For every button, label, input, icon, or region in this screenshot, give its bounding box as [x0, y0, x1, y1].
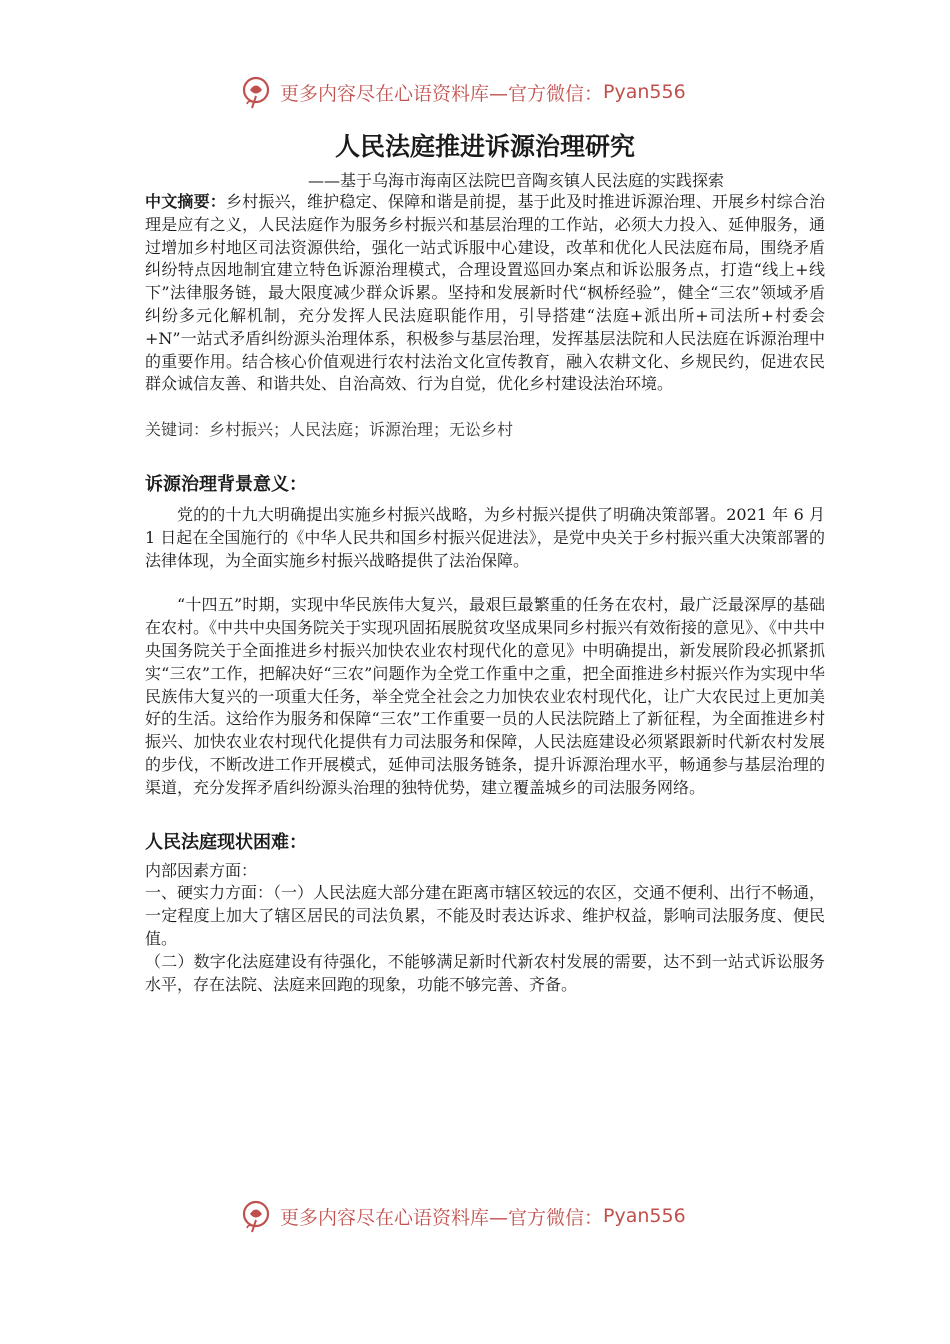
document-subtitle: ——基于乌海市海南区法院巴音陶亥镇人民法庭的实践探索	[308, 171, 725, 190]
watermark-banner-top	[238, 72, 758, 112]
watermark-text: 更多内容尽在心语资料库—官方微信：	[280, 82, 604, 105]
abstract-label: 中文摘要：	[145, 192, 226, 211]
section-title-status: 人民法庭现状困难：	[145, 831, 307, 853]
watermark-text: 更多内容尽在心语资料库—官方微信：	[280, 1206, 604, 1229]
section2-paragraph-1: 一、硬实力方面：（一）人民法庭大部分建在距离市辖区较远的农区，交通不便利、出行不畅通，一定程度上加大了辖区居民的司法负累，不能及时表达诉求、维护权益，影响司法服务度、便民值。	[145, 883, 826, 948]
section-title-background: 诉源治理背景意义：	[145, 473, 307, 495]
watermark-handle: Pyan556	[603, 1205, 686, 1227]
section2-paragraph-2: （二）数字化法庭建设有待强化，不能够满足新时代新农村发展的需要，达不到一站式诉讼服务水平，存在法院、法庭来回跑的现象，功能不够完善、齐备。	[145, 951, 825, 994]
abstract-paragraph	[145, 191, 825, 396]
watermark-banner-bottom	[238, 1196, 758, 1236]
abstract-text: 乡村振兴，维护稳定、保障和谐是前提，基于此及时推进诉源治理、开展乡村综合治理是应有之义，人民法庭作为服务乡村振兴和基层治理的工作站，必须大力投入、延伸服务，通过增加乡村地区司法资源供给，强化一站式诉服中心建设，改革和优化人民法庭布局，围绕矛盾纠纷特点因地制宜建立特色诉源治理模式，合理设置巡回办案点和诉讼服务点，打造“线上+线下”法律服务链，最大限度减少群众诉累。坚持和发展新时代“枫桥经验”，健全“三农”领域矛盾纠纷多元化解机制，充分发挥人民法庭职能作用，引导搭建“法庭+派出所+司法所+村委会+N”一站式矛盾纠纷源头治理体系，积极参与基层治理，发挥基层法院和人民法庭在诉源治理中的重要作用。结合核心价值观进行农村法治文化宣传教育，融入农耕文化、乡规民约，促进农民群众诚信友善、和谐共处、自治高效、行为自觉，优化乡村建设法治环境。	[145, 192, 825, 394]
keywords-line: 关键词：乡村振兴；人民法庭；诉源治理；无讼乡村	[145, 420, 514, 440]
document-body	[145, 128, 825, 996]
watermark-handle: Pyan556	[603, 81, 686, 103]
document-title: 人民法庭推进诉源治理研究	[334, 132, 635, 161]
section2-intro: 内部因素方面：	[145, 860, 258, 880]
section1-paragraph-1: 党的的十九大明确提出实施乡村振兴战略，为乡村振兴提供了明确决策部署。2021 年 6 月 1 日起在全国施行的《中华人民共和国乡村振兴促进法》，是党中央关于乡村振兴重大决策部署的法律体现，为全面实施乡村振兴战略提供了法治保障。	[145, 504, 825, 570]
rose-logo-icon	[238, 1198, 274, 1234]
section1-paragraph-2: “十四五”时期，实现中华民族伟大复兴，最艰巨最繁重的任务在农村，最广泛最深厚的基础在农村。《中共中央国务院关于实现巩固拓展脱贫攻坚成果同乡村振兴有效衔接的意见》、《中共中央国务院关于全面推进乡村振兴加快农业农村现代化的意见》中明确提出，新发展阶段必抓紧抓实“三农”工作，把解决好“三农”问题作为全党工作重中之重，把全面推进乡村振兴作为实现中华民族伟大复兴的一项重大任务，举全党全社会之力加快农业农村现代化，让广大农民过上更加美好的生活。这给作为服务和保障“三农”工作重要一员的人民法院踏上了新征程，为全面推进乡村振兴、加快农业农村现代化提供有力司法服务和保障，人民法庭建设必须紧跟新时代新农村发展的步伐，不断改进工作开展模式，延伸司法服务链条，提升诉源治理水平，畅通参与基层治理的渠道，充分发挥矛盾纠纷源头治理的独特优势，建立覆盖城乡的司法服务网络。	[145, 595, 826, 797]
rose-logo-icon	[238, 74, 274, 110]
